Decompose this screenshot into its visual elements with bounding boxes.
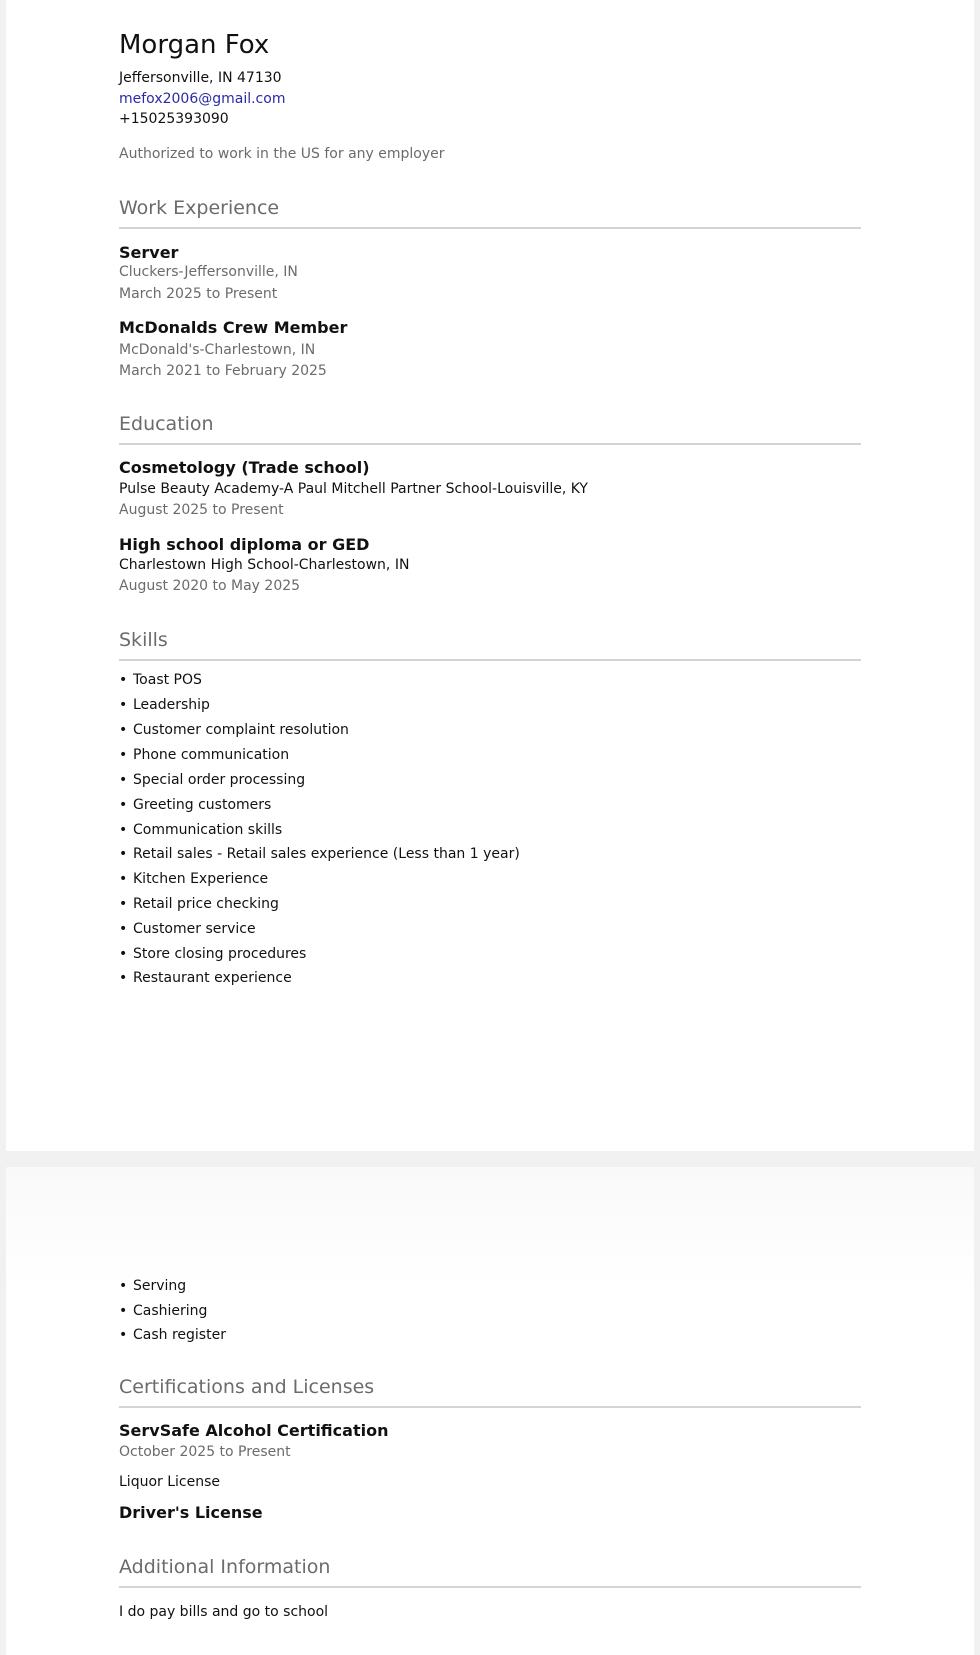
job-dates: March 2025 to Present <box>119 286 278 302</box>
certification-dates: October 2025 to Present <box>119 1444 291 1460</box>
candidate-name: Morgan Fox <box>119 30 270 60</box>
section-heading-work: Work Experience <box>119 197 280 219</box>
section-heading-additional: Additional Information <box>119 1556 331 1578</box>
degree: High school diploma or GED <box>119 535 370 554</box>
skill-item: • Cashiering <box>119 1304 207 1318</box>
skill-item: • Special order processing <box>119 773 305 787</box>
certification-title: ServSafe Alcohol Certification <box>119 1421 389 1440</box>
job-dates: March 2021 to February 2025 <box>119 363 327 379</box>
skill-item: • Toast POS <box>119 673 202 687</box>
skill-item: • Leadership <box>119 698 210 712</box>
skill-item: • Customer service <box>119 922 256 936</box>
skill-item: • Serving <box>119 1279 186 1293</box>
job-company: Cluckers-Jeffersonville, IN <box>119 264 298 280</box>
job-title: McDonalds Crew Member <box>119 318 348 337</box>
work-authorization: Authorized to work in the US for any employer <box>119 146 445 162</box>
phone: +15025393090 <box>119 111 229 127</box>
degree: Cosmetology (Trade school) <box>119 458 370 477</box>
job-title: Server <box>119 243 179 262</box>
school: Charlestown High School-Charlestown, IN <box>119 557 410 573</box>
divider <box>119 443 861 445</box>
skill-item: • Store closing procedures <box>119 947 306 961</box>
skill-item: • Phone communication <box>119 748 289 762</box>
location: Jeffersonville, IN 47130 <box>119 70 282 86</box>
divider <box>119 1406 861 1408</box>
education-dates: August 2025 to Present <box>119 502 284 518</box>
skill-item: • Kitchen Experience <box>119 872 268 886</box>
resume-page-2 <box>6 1167 974 1655</box>
divider <box>119 1586 861 1588</box>
section-heading-certifications: Certifications and Licenses <box>119 1376 375 1398</box>
school: Pulse Beauty Academy-A Paul Mitchell Partner School-Louisville, KY <box>119 481 588 497</box>
skill-item: • Communication skills <box>119 823 282 837</box>
skill-item: • Customer complaint resolution <box>119 723 349 737</box>
certification-note: Liquor License <box>119 1474 221 1490</box>
divider <box>119 659 861 661</box>
education-dates: August 2020 to May 2025 <box>119 578 301 594</box>
skill-item: • Greeting customers <box>119 798 271 812</box>
divider <box>119 227 861 229</box>
certification-title: Driver's License <box>119 1503 263 1522</box>
skill-item: • Cash register <box>119 1328 226 1342</box>
job-company: McDonald's-Charlestown, IN <box>119 342 316 358</box>
skill-item: • Retail sales - Retail sales experience (Less than 1 year) <box>119 847 520 861</box>
section-heading-skills: Skills <box>119 629 168 651</box>
skill-item: • Restaurant experience <box>119 971 292 985</box>
section-heading-education: Education <box>119 413 214 435</box>
skill-item: • Retail price checking <box>119 897 279 911</box>
additional-info: I do pay bills and go to school <box>119 1604 329 1620</box>
email-link[interactable]: mefox2006@gmail.com <box>119 91 286 107</box>
